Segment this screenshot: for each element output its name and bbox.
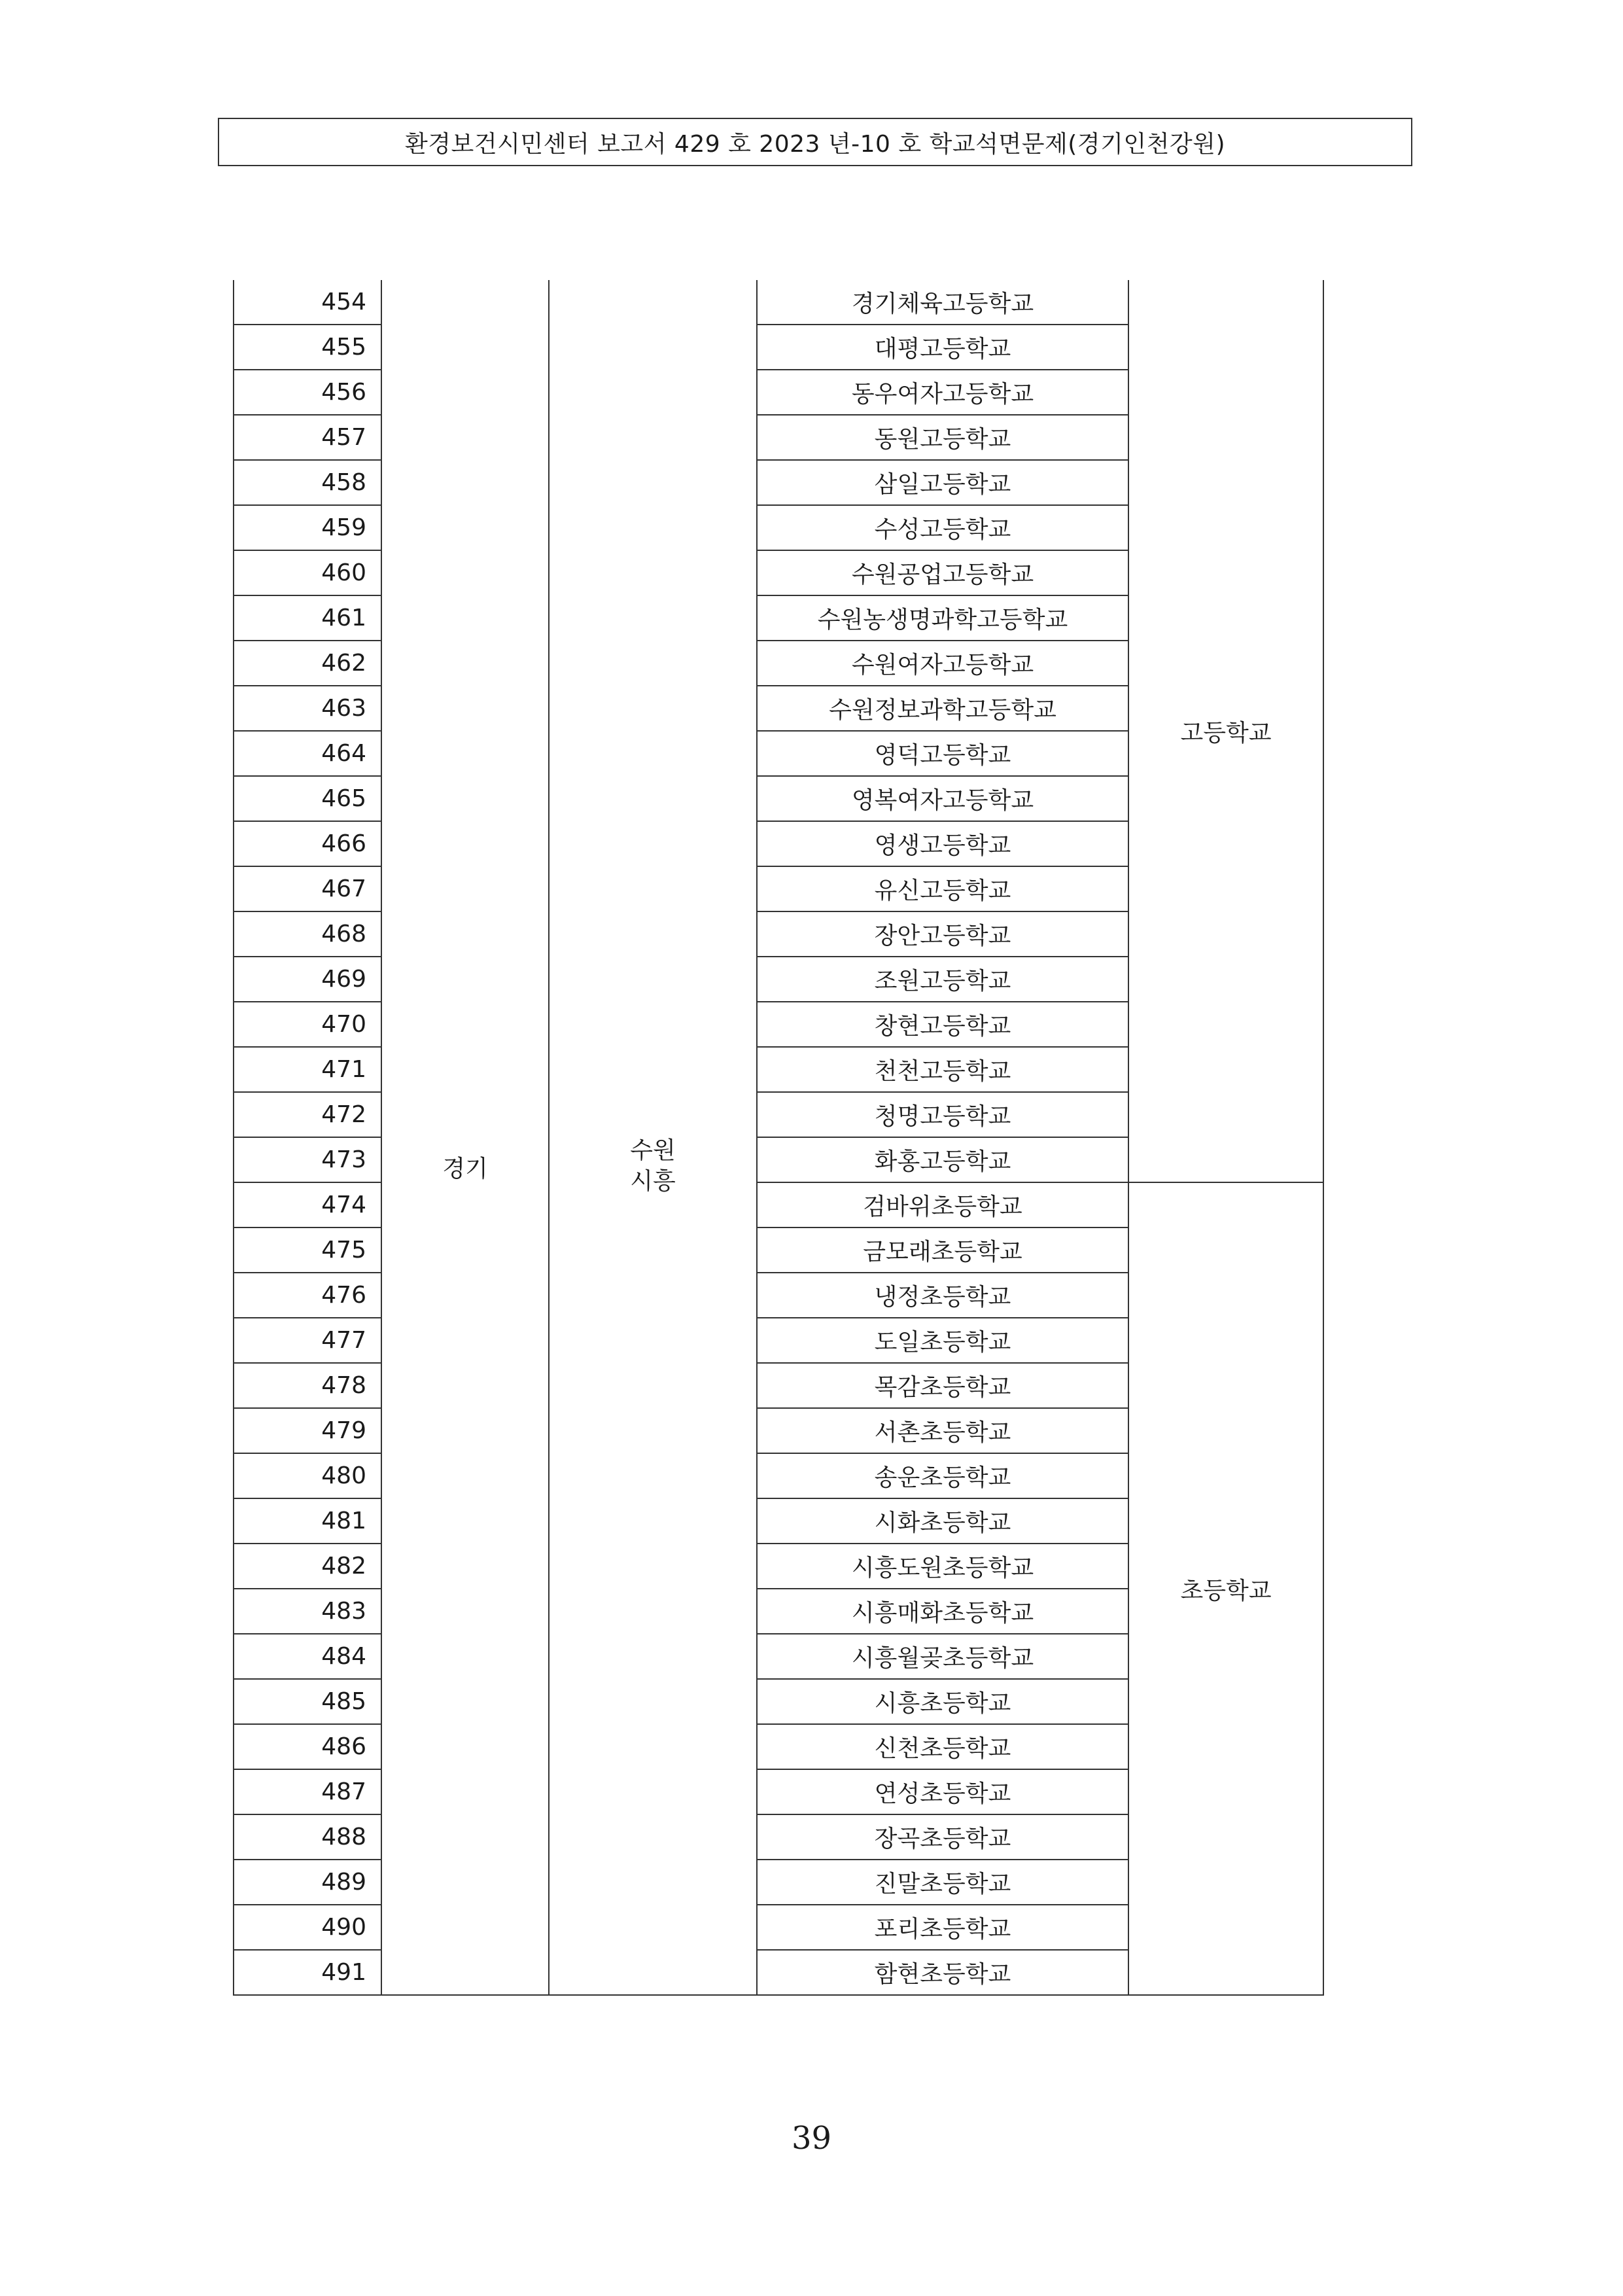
school-name: 서촌초등학교 bbox=[757, 1408, 1128, 1453]
row-number: 490 bbox=[234, 1905, 381, 1950]
row-number: 460 bbox=[234, 550, 381, 595]
row-number: 491 bbox=[234, 1950, 381, 1995]
school-name: 시흥월곶초등학교 bbox=[757, 1634, 1128, 1679]
school-name: 동우여자고등학교 bbox=[757, 370, 1128, 415]
row-number: 486 bbox=[234, 1724, 381, 1769]
school-name: 포리초등학교 bbox=[757, 1905, 1128, 1950]
school-name: 영생고등학교 bbox=[757, 821, 1128, 866]
school-name: 함현초등학교 bbox=[757, 1950, 1128, 1995]
school-name: 냉정초등학교 bbox=[757, 1273, 1128, 1318]
row-number: 469 bbox=[234, 957, 381, 1002]
region-cell: 경기 bbox=[381, 280, 549, 1995]
row-number: 483 bbox=[234, 1589, 381, 1634]
school-name: 연성초등학교 bbox=[757, 1769, 1128, 1814]
row-number: 466 bbox=[234, 821, 381, 866]
school-name: 조원고등학교 bbox=[757, 957, 1128, 1002]
school-name: 경기체육고등학교 bbox=[757, 280, 1128, 325]
row-number: 461 bbox=[234, 595, 381, 641]
row-number: 456 bbox=[234, 370, 381, 415]
row-number: 459 bbox=[234, 505, 381, 550]
row-number: 462 bbox=[234, 641, 381, 686]
row-number: 480 bbox=[234, 1453, 381, 1498]
row-number: 485 bbox=[234, 1679, 381, 1724]
school-name: 시흥초등학교 bbox=[757, 1679, 1128, 1724]
table-row bbox=[234, 280, 1323, 325]
school-name: 시흥도원초등학교 bbox=[757, 1544, 1128, 1589]
school-name: 동원고등학교 bbox=[757, 415, 1128, 460]
school-type-cell: 초등학교 bbox=[1128, 1182, 1323, 1995]
row-number: 484 bbox=[234, 1634, 381, 1679]
school-name: 금모래초등학교 bbox=[757, 1227, 1128, 1273]
school-name: 진말초등학교 bbox=[757, 1860, 1128, 1905]
row-number: 470 bbox=[234, 1002, 381, 1047]
row-number: 478 bbox=[234, 1363, 381, 1408]
school-table bbox=[233, 280, 1324, 1996]
school-table-body bbox=[234, 280, 1323, 1995]
school-name: 화홍고등학교 bbox=[757, 1137, 1128, 1182]
row-number: 465 bbox=[234, 776, 381, 821]
school-name: 영덕고등학교 bbox=[757, 731, 1128, 776]
school-name: 검바위초등학교 bbox=[757, 1182, 1128, 1227]
school-name: 신천초등학교 bbox=[757, 1724, 1128, 1769]
row-number: 482 bbox=[234, 1544, 381, 1589]
row-number: 468 bbox=[234, 911, 381, 957]
row-number: 474 bbox=[234, 1182, 381, 1227]
report-header bbox=[218, 118, 1412, 166]
school-name: 청명고등학교 bbox=[757, 1092, 1128, 1137]
row-number: 477 bbox=[234, 1318, 381, 1363]
row-number: 458 bbox=[234, 460, 381, 505]
school-name: 천천고등학교 bbox=[757, 1047, 1128, 1092]
school-name: 시화초등학교 bbox=[757, 1498, 1128, 1544]
row-number: 472 bbox=[234, 1092, 381, 1137]
row-number: 471 bbox=[234, 1047, 381, 1092]
city-cell bbox=[549, 280, 757, 1995]
school-name: 삼일고등학교 bbox=[757, 460, 1128, 505]
school-type-cell: 고등학교 bbox=[1128, 280, 1323, 1182]
school-name: 장안고등학교 bbox=[757, 911, 1128, 957]
row-number: 454 bbox=[234, 280, 381, 325]
row-number: 457 bbox=[234, 415, 381, 460]
school-name: 영복여자고등학교 bbox=[757, 776, 1128, 821]
row-number: 475 bbox=[234, 1227, 381, 1273]
page-number: 39 bbox=[791, 2120, 832, 2157]
school-name: 수원공업고등학교 bbox=[757, 550, 1128, 595]
row-number: 481 bbox=[234, 1498, 381, 1544]
school-name: 송운초등학교 bbox=[757, 1453, 1128, 1498]
row-number: 476 bbox=[234, 1273, 381, 1318]
row-number: 455 bbox=[234, 325, 381, 370]
row-number: 487 bbox=[234, 1769, 381, 1814]
row-number: 473 bbox=[234, 1137, 381, 1182]
row-number: 479 bbox=[234, 1408, 381, 1453]
school-name: 장곡초등학교 bbox=[757, 1814, 1128, 1860]
school-name: 목감초등학교 bbox=[757, 1363, 1128, 1408]
school-name: 수원농생명과학고등학교 bbox=[757, 595, 1128, 641]
row-number: 464 bbox=[234, 731, 381, 776]
city-label: 수원 시흥 bbox=[630, 1137, 676, 1195]
row-number: 489 bbox=[234, 1860, 381, 1905]
row-number: 488 bbox=[234, 1814, 381, 1860]
school-name: 창현고등학교 bbox=[757, 1002, 1128, 1047]
school-name: 수원여자고등학교 bbox=[757, 641, 1128, 686]
report-header-title: 환경보건시민센터 보고서 429 호 2023 년-10 호 학교석면문제(경기인천강원) bbox=[405, 130, 1225, 158]
school-name: 유신고등학교 bbox=[757, 866, 1128, 911]
school-name: 대평고등학교 bbox=[757, 325, 1128, 370]
school-name: 도일초등학교 bbox=[757, 1318, 1128, 1363]
row-number: 463 bbox=[234, 686, 381, 731]
school-name: 시흥매화초등학교 bbox=[757, 1589, 1128, 1634]
row-number: 467 bbox=[234, 866, 381, 911]
school-name: 수성고등학교 bbox=[757, 505, 1128, 550]
school-name: 수원정보과학고등학교 bbox=[757, 686, 1128, 731]
